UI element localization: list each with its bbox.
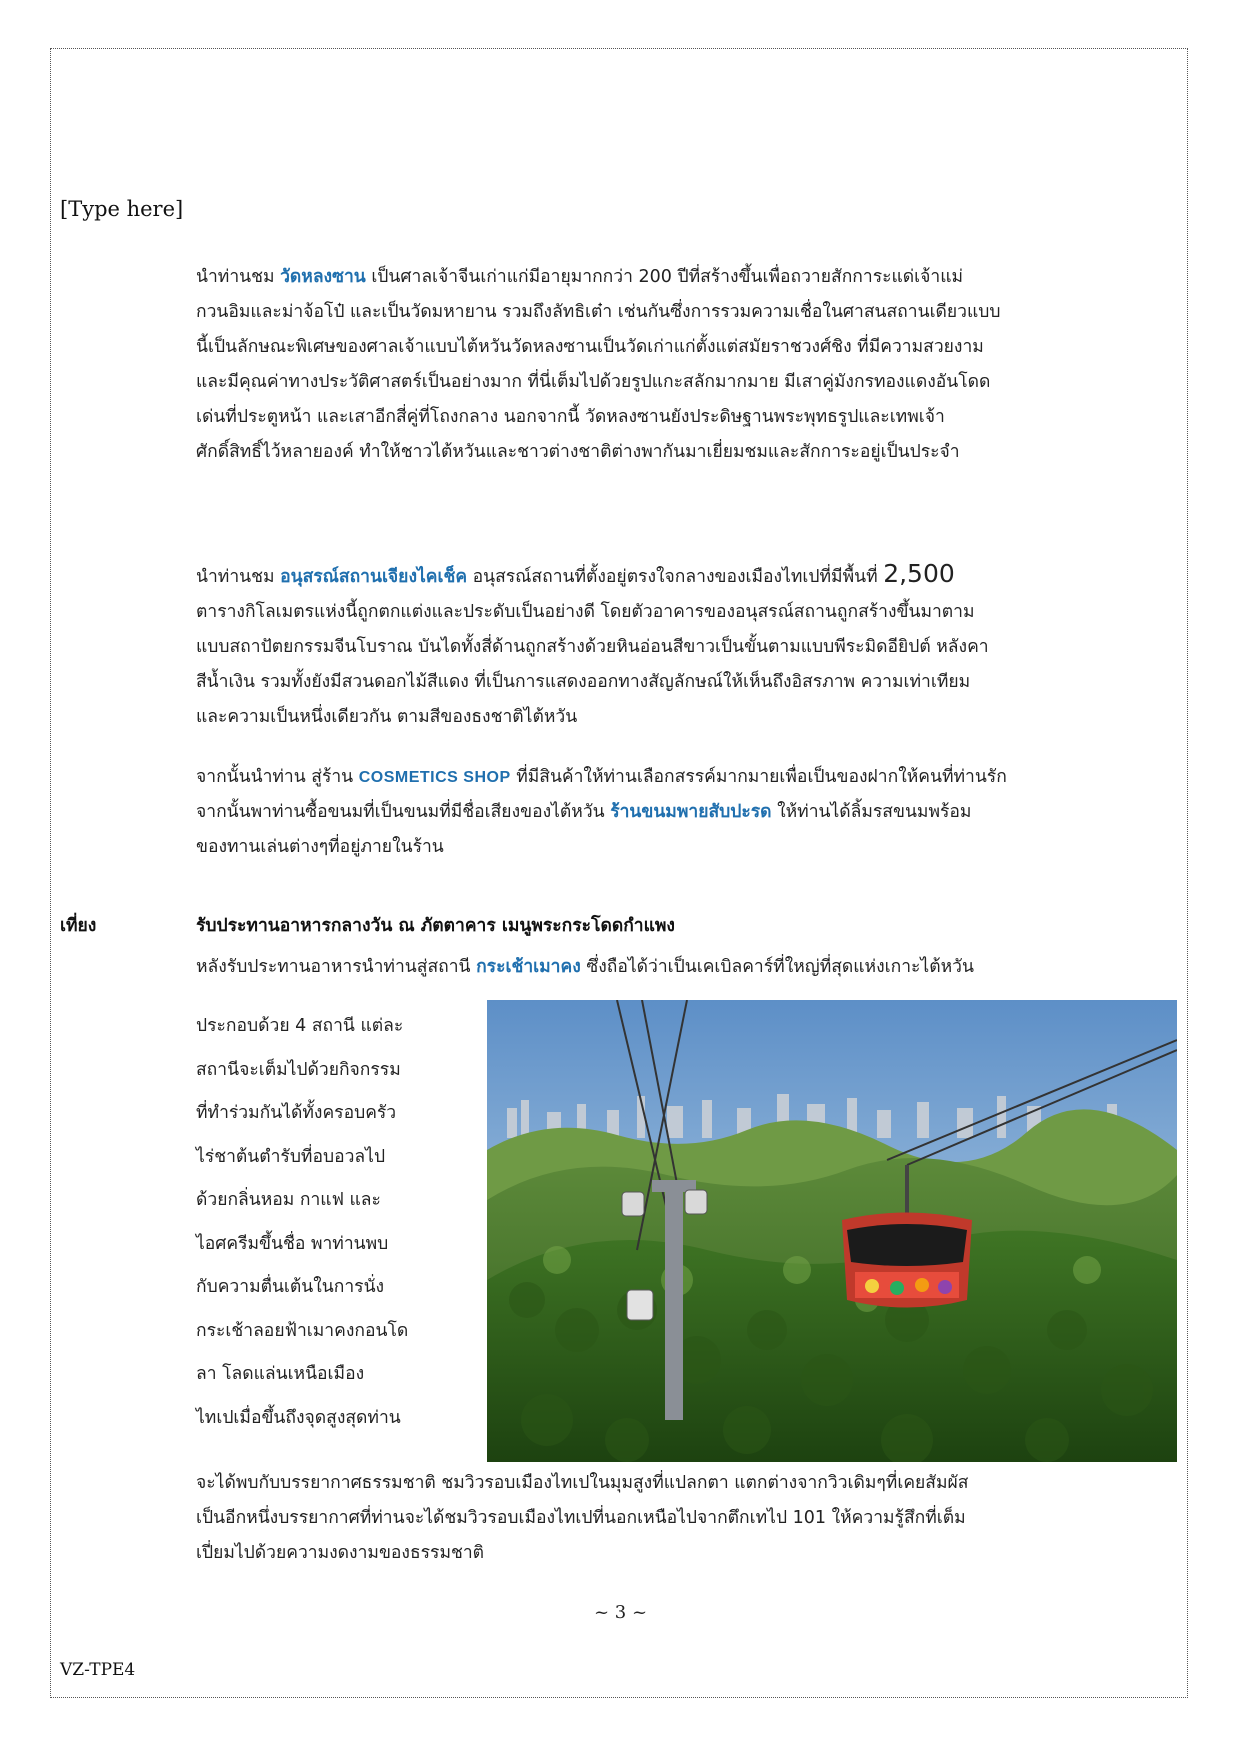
paragraph-line: สถานีจะเต็มไปด้วยกิจกรรม xyxy=(196,1059,401,1080)
paragraph-line: ของทานเล่นต่างๆที่อยู่ภายในร้าน xyxy=(196,837,444,857)
place-name: วัดหลงซาน xyxy=(280,267,366,287)
paragraph-line: ไอศครีมขึ้นชื่อ พาท่านพบ xyxy=(196,1233,389,1254)
paragraph-line: ไทเปเมื่อขึ้นถึงจุดสูงสุดท่าน xyxy=(196,1407,401,1428)
shop-name: COSMETICS SHOP xyxy=(358,769,511,786)
paragraph-line: ลา โลดแล่นเหนือเมือง xyxy=(196,1364,365,1384)
paragraph-line: ไร่ชาต้นตำรับที่อบอวลไป xyxy=(196,1146,386,1167)
shop-name: ร้านขนมพายสับปะรด xyxy=(610,802,772,822)
paragraph-line: นำท่านชม อนุสรณ์สถานเจียงไคเช็ค อนุสรณ์สถานที่ตั้งอยู่ตรงใจกลางของเมืองไทเปที่มีพื้นที่ 2,500 xyxy=(196,559,955,588)
paragraph-line: กวนอิมและม่าจ้อโป๋ และเป็นวัดมหายาน รวมถึงลัทธิเต๋า เช่นกันซึ่งการรวมความเชื่อในศาสนสถานเดียวแบบ xyxy=(196,302,1001,322)
paragraph-line: แบบสถาปัตยกรรมจีนโบราณ บันไดทั้งสี่ด้านถูกสร้างด้วยหินอ่อนสีขาวเป็นขั้นตามแบบพีระมิดอียิปต์ หลังคา xyxy=(196,637,989,657)
paragraph-line: เปี่ยมไปด้วยความงดงามของธรรมชาติ xyxy=(196,1543,485,1563)
place-name: กระเช้าเมาคง xyxy=(476,957,581,977)
temple-paragraph xyxy=(196,260,1186,470)
paragraph-line: ศักดิ์สิทธิ์ไว้หลายองค์ ทำให้ชาวไต้หวันและชาวต่างชาติต่างพากันมาเยี่ยมชมและสักการะอยู่เป็นประจำ xyxy=(196,442,960,462)
paragraph-line: ตารางกิโลเมตรแห่งนี้ถูกตกแต่งและประดับเป็นอย่างดี โดยตัวอาคารของอนุสรณ์สถานถูกสร้างขึ้นมาตาม xyxy=(196,602,975,622)
paragraph-line: ประกอบด้วย 4 สถานี แต่ละ xyxy=(196,1016,404,1036)
paragraph-line: และความเป็นหนึ่งเดียวกัน ตามสีของธงชาติไต้หวัน xyxy=(196,707,578,727)
gondola-intro xyxy=(196,950,1186,985)
area-number: 2,500 xyxy=(883,559,955,588)
page-number: ~ 3 ~ xyxy=(593,1602,648,1623)
paragraph-line: นี้เป็นลักษณะพิเศษของศาลเจ้าแบบไต้หวันวัดหลงซานเป็นวัดเก่าแก่ตั้งแต่สมัยราชวงศ์ชิง ที่มีความสวยงาม xyxy=(196,337,984,357)
paragraph-line: จากนั้นพาท่านซื้อขนมที่เป็นขนมที่มีชื่อเสียงของไต้หวัน ร้านขนมพายสับปะรด ให้ท่านได้ลิ้มรสขนมพร้อม xyxy=(196,802,972,822)
paragraph-line: จากนั้นนำท่าน สู่ร้าน COSMETICS SHOP ที่มีสินค้าให้ท่านเลือกสรรค์มากมายเพื่อเป็นของฝากให้คนที่ท่านรัก xyxy=(196,767,1007,787)
paragraph-line: จะได้พบกับบรรยากาศธรรมชาติ ชมวิวรอบเมืองไทเปในมุมสูงที่แปลกตา แตกต่างจากวิวเดิมๆที่เคยสัมผัส xyxy=(196,1473,969,1493)
paragraph-line: เป็นอีกหนึ่งบรรยากาศที่ท่านจะได้ชมวิวรอบเมืองไทเปที่นอกเหนือไปจากตึกเทไป 101 ให้ความรู้สึกที่เต็ม xyxy=(196,1508,966,1528)
paragraph-line: เด่นที่ประตูหน้า และเสาอีกสี่คู่ที่โถงกลาง นอกจากนี้ วัดหลงซานยังประดิษฐานพระพุทธรูปและเทพเจ้า xyxy=(196,407,945,427)
gondola-photo xyxy=(487,1000,1177,1462)
footer-code: VZ-TPE4 xyxy=(60,1660,136,1680)
shopping-paragraph xyxy=(196,760,1186,865)
place-name: อนุสรณ์สถานเจียงไคเช็ค xyxy=(280,567,468,587)
paragraph-line: และมีคุณค่าทางประวัติศาสตร์เป็นอย่างมาก ที่นี่เต็มไปด้วยรูปแกะสลักมากมาย มีเสาคู่มังกรทองแดงอันโดด xyxy=(196,372,991,392)
paragraph-line: สีน้ำเงิน รวมทั้งยังมีสวนดอกไม้สีแดง ที่เป็นการแสดงออกทางสัญลักษณ์ให้เห็นถึงอิสรภาพ ความเท่าเทียม xyxy=(196,672,971,692)
meal-label: เที่ยง xyxy=(60,916,97,936)
memorial-paragraph xyxy=(196,556,1186,735)
paragraph-line: ด้วยกลิ่นหอม กาแฟ และ xyxy=(196,1190,381,1210)
paragraph-line: หลังรับประทานอาหารนำท่านสู่สถานี กระเช้าเมาคง ซึ่งถือได้ว่าเป็นเคเบิลคาร์ที่ใหญ่ที่สุดแห่งเกาะไต้หวัน xyxy=(196,957,974,977)
paragraph-line: นำท่านชม วัดหลงซาน เป็นศาลเจ้าจีนเก่าแก่มีอายุมากกว่า 200 ปีที่สร้างขึ้นเพื่อถวายสักการะแด่เจ้าแม่ xyxy=(196,267,964,287)
meal-title: รับประทานอาหารกลางวัน ณ ภัตตาคาร เมนูพระกระโดดกำแพง xyxy=(196,916,675,936)
paragraph-line: กระเช้าลอยฟ้าเมาคงกอนโด xyxy=(196,1320,409,1341)
gondola-narrow-text xyxy=(196,1005,481,1440)
gondola-paragraph xyxy=(196,1466,1186,1571)
paragraph-line: กับความตื่นเต้นในการนั่ง xyxy=(196,1277,385,1297)
paragraph-line: ที่ทำร่วมกันได้ทั้งครอบครัว xyxy=(196,1103,397,1123)
header-placeholder: [Type here] xyxy=(60,197,184,221)
